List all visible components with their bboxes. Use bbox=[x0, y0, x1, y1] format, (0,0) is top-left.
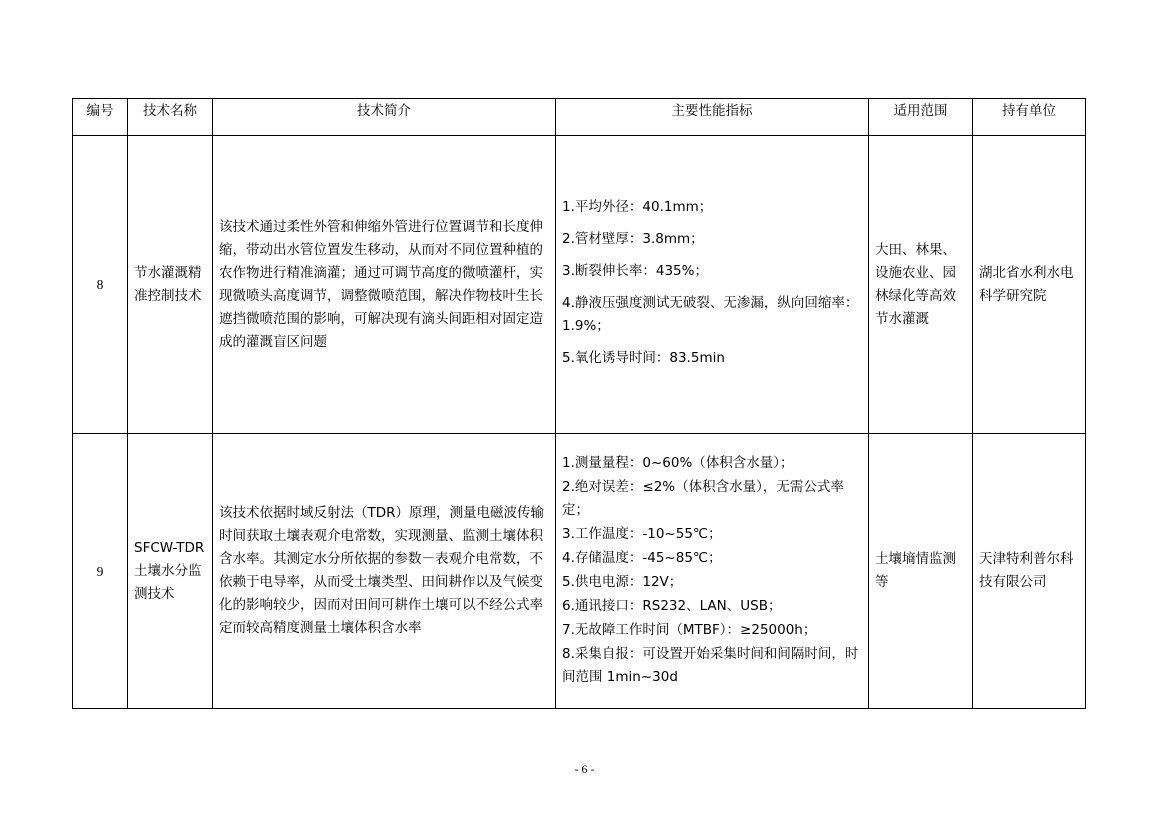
indicator-item: 1.测量量程：0~60%（体积含水量）； bbox=[562, 455, 794, 471]
row-number: 9 bbox=[73, 434, 128, 709]
header-tech-name: 技术名称 bbox=[128, 99, 213, 136]
page-number: - 6 - bbox=[574, 762, 595, 776]
indicator-item: 2.绝对误差：≤2%（体积含水量），无需公式率定； bbox=[562, 479, 844, 518]
row-unit: 天津特利普尔科技有限公司 bbox=[973, 434, 1086, 709]
row-unit: 湖北省水利水电科学研究院 bbox=[973, 136, 1086, 434]
indicator-item: 5.氧化诱导时间：83.5min bbox=[562, 350, 725, 366]
row-tech-intro: 该技术依据时域反射法（TDR）原理，测量电磁波传输时间获取土壤表观介电常数，实现测量、监测土壤体积含水率。其测定水分所依据的参数－表观介电常数，不依赖于电导率，从而受土壤类型、田间耕作以及气候变化的影响较少，因而对田间可耕作土壤可以不经公式率定而较高精度测量土壤体积含水率 bbox=[213, 434, 556, 709]
table-row bbox=[73, 434, 1086, 709]
header-scope: 适用范围 bbox=[869, 99, 973, 136]
indicator-item: 7.无故障工作时间（MTBF）：≥25000h； bbox=[562, 622, 817, 638]
row-tech-name: SFCW-TDR 土壤水分监测技术 bbox=[128, 434, 213, 709]
header-indicators: 主要性能指标 bbox=[556, 99, 869, 136]
indicator-item: 3.断裂伸长率：435%； bbox=[562, 263, 708, 279]
indicator-item: 6.通讯接口：RS232、LAN、USB； bbox=[562, 598, 782, 614]
indicator-item: 4.存储温度：-45~85℃； bbox=[562, 550, 722, 566]
header-number: 编号 bbox=[73, 99, 128, 136]
indicator-item: 3.工作温度：-10~55℃； bbox=[562, 526, 722, 542]
table-header-row bbox=[73, 99, 1086, 136]
technology-table bbox=[72, 98, 1086, 709]
table-row bbox=[73, 136, 1086, 434]
indicator-item: 8.采集自报：可设置开始采集时间和间隔时间，时间范围 1min~30d bbox=[562, 646, 859, 685]
indicator-item: 5.供电电源：12V； bbox=[562, 574, 683, 590]
row-indicators bbox=[556, 434, 869, 709]
row-scope: 土壤墒情监测等 bbox=[869, 434, 973, 709]
row-tech-intro: 该技术通过柔性外管和伸缩外管进行位置调节和长度伸缩，带动出水管位置发生移动，从而对不同位置种植的农作物进行精准滴灌；通过可调节高度的微喷灌杆，实现微喷头高度调节，调整微喷范围，解决作物枝叶生长遮挡微喷范围的影响，可解决现有滴头间距相对固定造成的灌溉盲区问题 bbox=[213, 136, 556, 434]
indicator-item: 1.平均外径：40.1mm； bbox=[562, 199, 713, 215]
header-unit: 持有单位 bbox=[973, 99, 1086, 136]
row-tech-name: 节水灌溉精准控制技术 bbox=[128, 136, 213, 434]
header-tech-intro: 技术简介 bbox=[213, 99, 556, 136]
row-scope: 大田、林果、设施农业、园林绿化等高效节水灌溉 bbox=[869, 136, 973, 434]
row-indicators bbox=[556, 136, 869, 434]
row-number: 8 bbox=[73, 136, 128, 434]
indicator-item: 4.静液压强度测试无破裂、无渗漏，纵向回缩率：1.9%； bbox=[562, 295, 859, 334]
indicator-item: 2.管材壁厚：3.8mm； bbox=[562, 231, 704, 247]
